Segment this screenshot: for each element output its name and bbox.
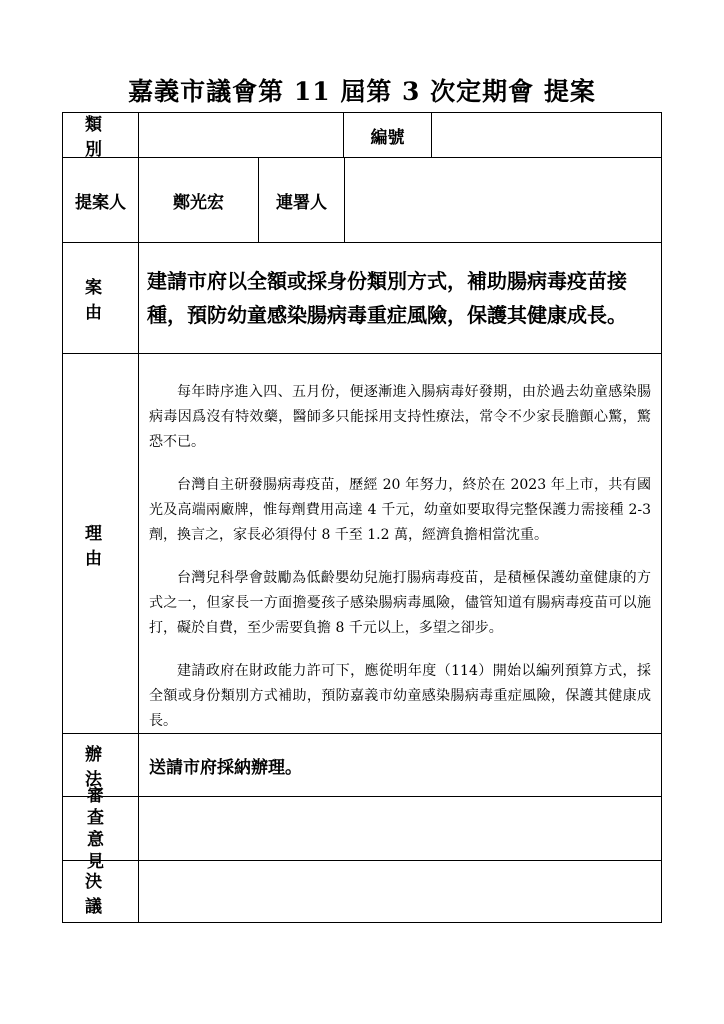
number-value [432, 113, 661, 157]
reason-paragraph: 建請政府在財政能力許可下，應從明年度（114）開始以編列預算方式，採全額或身份類別方式補助，預防嘉義市幼童感染腸病毒重症風險，保護其健康成長。 [149, 663, 651, 729]
proposer-name: 鄭光宏 [173, 192, 224, 213]
resolution-label: 決議 [85, 871, 124, 917]
method-text: 送請市府採納辦理。 [149, 757, 302, 778]
review-value [139, 797, 661, 860]
resolution-value [139, 861, 661, 922]
proposer-label: 提案人 [75, 192, 126, 213]
reason-body [139, 366, 661, 733]
method-label: 辦法 [85, 745, 124, 790]
subject-text: 建請市府以全額或採身份類別方式，補助腸病毒疫苗接種，預防幼童感染腸病毒重症風險，保護其健康成長。 [147, 269, 627, 327]
category-label: 類別 [85, 115, 124, 160]
review-label-line2: 意見 [87, 829, 128, 872]
subject-label: 案由 [85, 278, 124, 323]
reason-paragraph: 台灣自主研發腸病毒疫苗，歷經 20 年努力，終於在 2023 年上市，共有國光及高端兩廠牌，惟每劑費用高達 4 千元，幼童如要取得完整保護力需接種 2-3 劑，換言之，家長必須得付 8 千至 1.2 萬，經濟負擔相當沈重。 [149, 477, 651, 543]
page-title: 嘉義市議會第 11 屆第 3 次定期會 提案 [128, 77, 596, 106]
cosigner-value [345, 158, 661, 242]
reason-paragraph: 每年時序進入四、五月份，便逐漸進入腸病毒好發期，由於過去幼童感染腸病毒因爲沒有特效藥，醫師多只能採用支持性療法，常令不少家長膽顫心驚，驚恐不已。 [149, 384, 651, 450]
reason-paragraph: 台灣兒科學會鼓勵為低齡嬰幼兒施打腸病毒疫苗，是積極保護幼童健康的方式之一，但家長一方面擔憂孩子感染腸病毒風險，儘管知道有腸病毒疫苗可以施打，礙於自費，至少需要負擔 8 千元以上，多望之卻步。 [149, 570, 651, 636]
reason-label: 理由 [85, 523, 124, 569]
category-value [139, 113, 343, 157]
review-label [63, 785, 138, 872]
review-label-line1: 審查 [87, 785, 128, 828]
cosigner-label: 連署人 [276, 192, 327, 213]
number-label: 編號 [370, 127, 405, 148]
